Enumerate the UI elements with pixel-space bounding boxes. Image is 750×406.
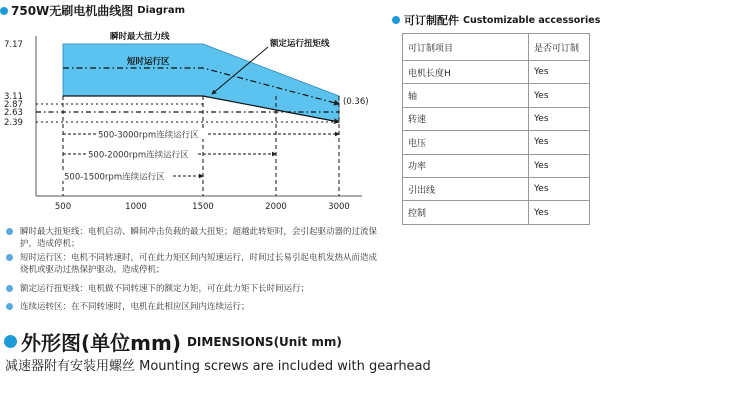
label-rated-torque: 额定运行扭矩线 <box>270 39 330 49</box>
continuous-zone-label: 500-1500rpm连续运行区 <box>64 172 165 183</box>
dimensions-title-en: DIMENSIONS(Unit mm) <box>186 334 342 349</box>
diagram-title-cn: 750W无刷电机曲线图 <box>11 4 134 18</box>
table-cell: 控制 <box>403 201 529 224</box>
table-cell: Yes <box>529 131 590 154</box>
x-tick-label: 3000 <box>328 202 350 212</box>
table-cell: 电机长度H <box>403 61 529 84</box>
table-cell: 轴 <box>403 84 529 107</box>
table-row <box>403 201 590 224</box>
dimensions-header <box>4 327 342 356</box>
x-tick-label: 500 <box>54 202 72 212</box>
label-instant-max: 瞬时最大扭力线 <box>110 32 170 42</box>
note-bullet-icon <box>6 285 13 292</box>
accessories-title-cn: 可订制配件 <box>404 14 459 27</box>
note-text: 短时运行区：电机不同转速时，可在此力矩区间内短速运行，时间过长易引起电机发热从而造成烧机或驱动过热保护驱动，造成停机； <box>20 253 378 275</box>
table-cell: Yes <box>529 107 590 130</box>
x-tick-label: 1500 <box>192 202 214 212</box>
torque-area <box>63 44 339 122</box>
note-text: 额定运行扭矩线：电机做不同转速下的额定力矩，可在此力矩下长时间运行； <box>20 284 310 294</box>
x-tick-label: 2000 <box>265 202 287 212</box>
table-cell: 电压 <box>403 131 529 154</box>
continuous-zone-label: 500-2000rpm连续运行区 <box>88 150 189 161</box>
bullet-icon <box>392 16 400 24</box>
bullet-icon <box>4 335 17 348</box>
table-row <box>403 107 590 130</box>
bullet-icon <box>0 7 8 15</box>
diagram-header <box>0 2 185 19</box>
table-row <box>403 131 590 154</box>
table-row <box>403 84 590 107</box>
y-tick-label: 2.63 <box>4 108 23 118</box>
y-tick-label: 2.39 <box>4 118 23 128</box>
note-text: 连续运转区：在不同转速时，电机在此相应区间内连续运行； <box>20 302 250 312</box>
note-continuous <box>6 301 378 313</box>
note-bullet-icon <box>6 303 13 310</box>
accessories-header <box>392 12 600 28</box>
table-cell: 转速 <box>403 107 529 130</box>
table-cell: Yes <box>529 154 590 177</box>
table-cell: Yes <box>529 61 590 84</box>
table-row <box>403 177 590 200</box>
column-header-item: 可订制项目 <box>403 34 529 61</box>
accessories-table <box>402 33 590 225</box>
annotation-label: (0.36) <box>343 97 369 107</box>
table-header-row <box>403 34 590 61</box>
table-cell: 功率 <box>403 154 529 177</box>
column-header-customizable: 是否可订制 <box>529 34 590 61</box>
torque-speed-chart <box>0 30 380 220</box>
note-bullet-icon <box>6 254 13 261</box>
note-rated-torque <box>6 283 378 295</box>
label-short-time: 短时运行区 <box>127 57 170 67</box>
table-cell: Yes <box>529 84 590 107</box>
note-instant-max <box>6 226 378 250</box>
table-cell: Yes <box>529 201 590 224</box>
table-row <box>403 154 590 177</box>
diagram-title-en: Diagram <box>137 5 186 16</box>
accessories-title-en: Customizable accessories <box>463 14 601 26</box>
y-tick-label: 2.87 <box>4 100 23 110</box>
dimensions-title-cn: 外形图(单位mm) <box>21 331 181 355</box>
table-row <box>403 61 590 84</box>
continuous-zone-label: 500-3000rpm连续运行区 <box>98 130 199 141</box>
note-text: 瞬时最大扭矩线：电机启动、瞬间冲击负载的最大扭矩；超越此转矩时，会引起驱动器的过流保护，造成停机； <box>20 227 378 249</box>
y-tick-label: 7.17 <box>4 40 23 50</box>
y-tick-label: 3.11 <box>4 92 23 102</box>
note-bullet-icon <box>6 228 13 235</box>
x-tick-label: 1000 <box>125 202 147 212</box>
note-short-time <box>6 252 378 276</box>
mounting-screws-note: 减速器附有安装用螺丝 Mounting screws are included with gearhead <box>5 359 431 374</box>
table-cell: 引出线 <box>403 177 529 200</box>
table-cell: Yes <box>529 177 590 200</box>
